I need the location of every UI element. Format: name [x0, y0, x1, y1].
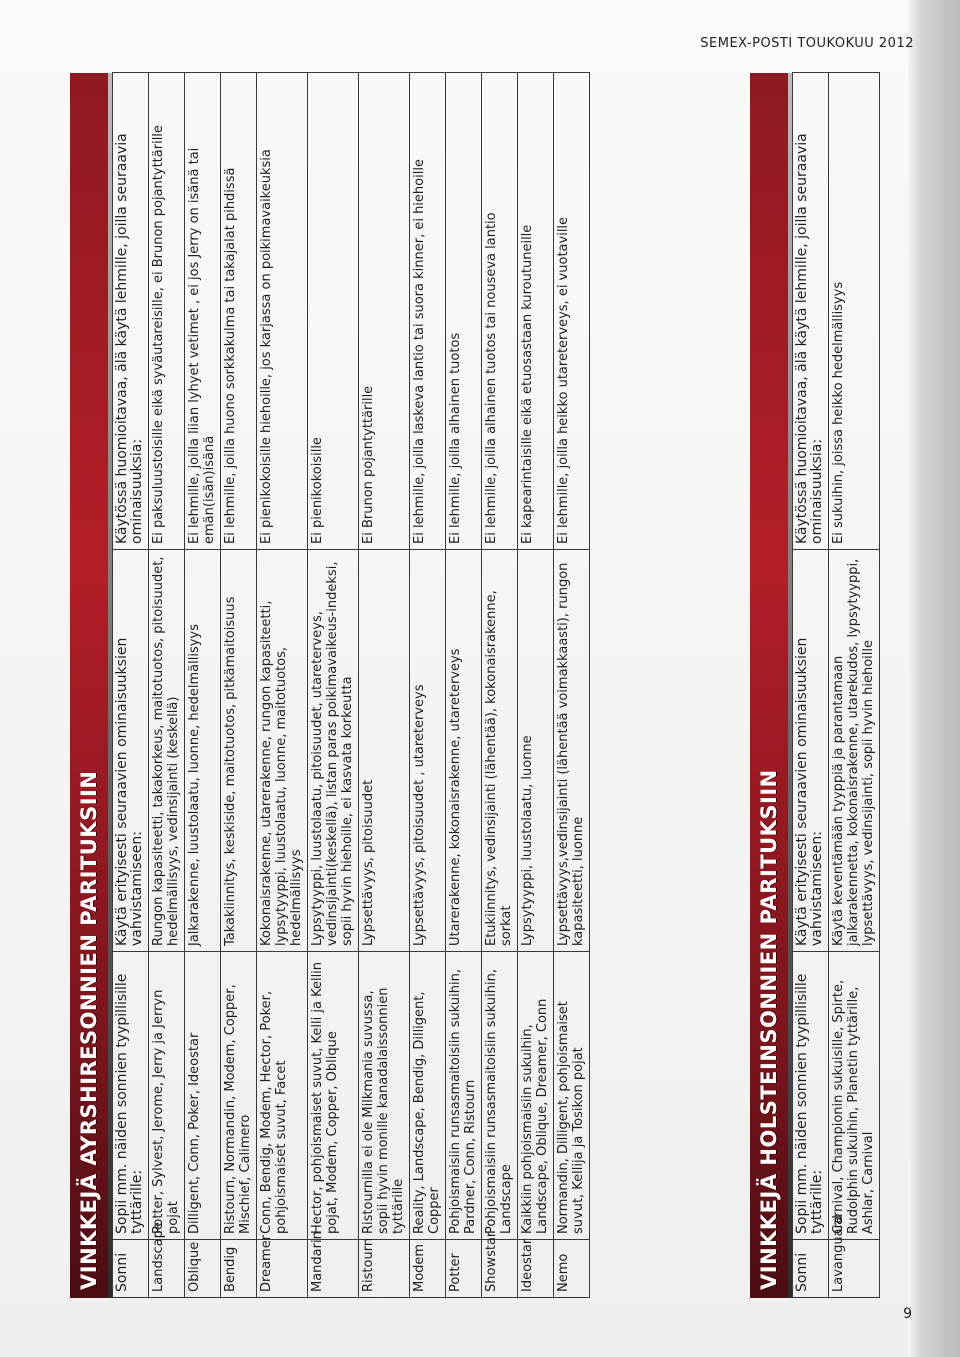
table-row [554, 73, 590, 1298]
holstein-table [792, 72, 880, 1298]
strengthen-cell: Lypsytyyppi, luustolaatu, pitoisuudet, utareterveys, vedinsijainti(keskellä), listan paras poikimavaikeus-indeksi, sopii hyvin hiehoille, ei kasvata korkeutta [308, 550, 359, 952]
strengthen-cell: Lypsettävyys, pitoisuudet , utareterveys [410, 550, 446, 952]
strengthen-cell: Rungon kapasiteetti, takakorkeus, maitotuotos, pitoisuudet, hedelmällisyys, vedinsijainti (keskellä) [149, 550, 185, 952]
strengthen-cell: Takakiinnitys, keskiside, maitotuotos, pitkämaitoisuus [221, 550, 257, 952]
caution-cell: Ei lehmille, joilla alhainen tuotos [446, 73, 482, 550]
strengthen-cell: Kokonaisrakenne, utarerakenne, rungon kapasiteetti, lypsytyyppi, luustolaatu, luonne, maitotuotos, hedelmällisyys [257, 550, 308, 952]
bull-name: Potter [446, 1240, 482, 1298]
bull-name: Landscape [149, 1240, 185, 1298]
caution-cell: Ei lehmille, joilla heikko utareterveys, ei vuotaville [554, 73, 590, 550]
suits-cell: Reality, Landscape, Bendig, Dilligent, Copper [410, 952, 446, 1240]
table-header-row [793, 73, 829, 1298]
page-edge-rail [918, 0, 960, 1357]
suits-cell: Dilligent, Conn, Poker, Ideostar [185, 952, 221, 1240]
ayrshire-table [112, 72, 590, 1298]
suits-cell: Pohjoismaisiin runsasmaitoisiin sukuihin, Landscape [482, 952, 518, 1240]
column-header-suits: Sopii mm. näiden sonnien tyypillisille tyttärille: [793, 952, 829, 1240]
caution-cell: Ei lehmille, joilla liian lyhyet vetimet , ei jos Jerry on isänä tai emän(isän)isänä [185, 73, 221, 550]
holstein-section [750, 73, 880, 1298]
bull-name: Nemo [554, 1240, 590, 1298]
bull-name: Bendig [221, 1240, 257, 1298]
ayrshire-section-title: VINKKEJÄ AYRSHIRESONNIEN PARITUKSIIN [70, 73, 108, 1298]
bull-name: Mandarin [308, 1240, 359, 1298]
table-header-row [113, 73, 149, 1298]
bull-name: Lavanguard [829, 1240, 880, 1298]
caution-cell: Ei lehmille, joilla laskeva lantio tai suora kinner, ei hiehoille [410, 73, 446, 550]
suits-cell: Conn, Bendig, Modem, Hector, Poker, pohjoismaiset suvut, Facet [257, 952, 308, 1240]
caution-cell: Ei Brunon pojantyttärille [359, 73, 410, 550]
bull-name: Ristourn [359, 1240, 410, 1298]
strengthen-cell: Utarerakenne, kokonaisrakenne, utareterveys [446, 550, 482, 952]
strengthen-cell: Lypsettävyys,vedinsijainti (lähentää voimakkaasti), rungon kapasiteetti, luonne [554, 550, 590, 952]
bull-name: Dreamer [257, 1240, 308, 1298]
column-header-cautions: Käytössä huomioitavaa, älä käytä lehmille, joilla seuraavia ominaisuuksia: [113, 73, 149, 550]
column-header-suits: Sopii mm. näiden sonnien tyypillisille tyttärille: [113, 952, 149, 1240]
bull-name: Oblique [185, 1240, 221, 1298]
column-header-cautions: Käytössä huomioitavaa, älä käytä lehmille, joilla seuraavia ominaisuuksia: [793, 73, 829, 550]
suits-cell: Hector, pohjoismaiset suvut, Kelli ja Kellin pojat, Modem, Copper, Oblique [308, 952, 359, 1240]
table-row [149, 73, 185, 1298]
caution-cell: Ei pienikokoisille [308, 73, 359, 550]
bull-name: Showstar [482, 1240, 518, 1298]
holstein-section-title: VINKKEJÄ HOLSTEINSONNIEN PARITUKSIIN [750, 73, 788, 1298]
suits-cell: Pohjoismaisiin runsasmaitoisiin sukuihin, Pardner, Conn, Ristourn [446, 952, 482, 1240]
table-row [308, 73, 359, 1298]
column-header-strengthen: Käytä erityisesti seuraavien ominaisuuksien vahvistamiseen: [113, 550, 149, 952]
strengthen-cell: Lypsytyyppi, luustolaatu, luonne [518, 550, 554, 952]
strengthen-cell: Lypsettävyys, pitoisuudet [359, 550, 410, 952]
column-header-bull: Sonni [793, 1240, 829, 1298]
table-row [185, 73, 221, 1298]
page-edge-shade [908, 0, 918, 1357]
publication-header: SEMEX-POSTI TOUKOKUU 2012 [700, 36, 914, 51]
table-row [410, 73, 446, 1298]
suits-cell: Kaikkiin pohjoismaisiin sukuihin, Landscape, Oblique, Dreamer, Conn [518, 952, 554, 1240]
bull-name: Ideostar [518, 1240, 554, 1298]
caution-cell: Ei pienikokoisille hiehoille, jos karjassa on poikimavaikeuksia [257, 73, 308, 550]
suits-cell: Ristournilla ei ole Milkmania suvussa, sopii hyvin monille kanadalaissonnien tyttärille [359, 952, 410, 1240]
table-row [446, 73, 482, 1298]
table-row [829, 73, 880, 1298]
caution-cell: Ei sukuihin, joissa heikko hedelmällisyys [829, 73, 880, 550]
page-number: 9 [903, 1306, 912, 1322]
table-row [221, 73, 257, 1298]
caution-cell: Ei lehmille, joilla alhainen tuotos tai nouseva lantio [482, 73, 518, 550]
table-row [482, 73, 518, 1298]
strengthen-cell: Jalkarakenne, luustolaatu, luonne, hedelmällisyys [185, 550, 221, 952]
suits-cell: Ristourn, Normandin, Modem, Copper, Mischief, Calimero [221, 952, 257, 1240]
strengthen-cell: Käytä keventämään tyyppiä ja parantamaan jalkarakennetta, kokonaisrakenne, utarekudos, lypsytyyppi, lypsettävyys, vedinsijainti, sopii hyvin hiehoille [829, 550, 880, 952]
column-header-bull: Sonni [113, 1240, 149, 1298]
suits-cell: Potter, Sylvest, Jerome, Jerry ja Jerryn pojat [149, 952, 185, 1240]
caution-cell: Ei lehmille, joilla huono sorkkakulma tai takajalat pihdissä [221, 73, 257, 550]
table-row [257, 73, 308, 1298]
strengthen-cell: Etukiinnitys, vedinsijainti (lähentää), kokonaisrakenne, sorkat [482, 550, 518, 952]
column-header-strengthen: Käytä erityisesti seuraavien ominaisuuksien vahvistamiseen: [793, 550, 829, 952]
table-row [359, 73, 410, 1298]
suits-cell: Normandin, Dilligent, pohjoismaiset suvut, Kellija ja Tosikon pojat [554, 952, 590, 1240]
caution-cell: Ei kapearintaisille eikä etuosastaan kuroutuneille [518, 73, 554, 550]
caution-cell: Ei paksuluustoisille eikä syväutareisille, ei Brunon pojantyttärille [149, 73, 185, 550]
table-row [518, 73, 554, 1298]
suits-cell: Carnival, Championin sukuisille, Spirte, Rudolphin sukuihin, Planetin tyttärille, Ashlar, Carnival [829, 952, 880, 1240]
ayrshire-section [70, 73, 590, 1298]
bull-name: Modem [410, 1240, 446, 1298]
